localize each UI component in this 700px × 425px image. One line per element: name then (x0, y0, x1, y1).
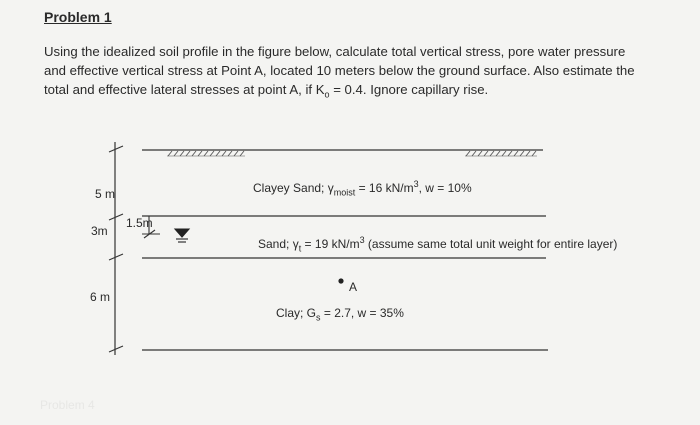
sand-label: Sand; $\gamma_t = 19$ $kN/m^3$ (assume same total unit weight for entire layer) (258, 235, 618, 254)
ground-hatch-right (465, 151, 537, 156)
dimension-6m: 6 m (90, 290, 111, 304)
water-table-icon (175, 229, 189, 242)
clayey-sand-label: Clayey Sand; $\gamma_{moist} = 16$ $kN/m^3$, w = 10% (253, 179, 472, 198)
dimension-1-5m: 1.5m (126, 216, 153, 230)
dimension-ticks (109, 146, 123, 352)
problem-heading: Problem 1 (44, 9, 112, 25)
soil-profile-figure (0, 130, 700, 370)
dimension-3m: 3m (91, 224, 108, 238)
problem-statement (44, 42, 684, 105)
statement-line-3: total and effective lateral stresses at point A, if $K_o = 0.4$. Ignore capillary rise. (44, 82, 489, 100)
point-a-marker (338, 278, 343, 283)
point-a-label: A (349, 280, 358, 294)
statement-line-1: Using the idealized soil profile in the figure below, calculate total vertical stress, pore water pressure (44, 44, 626, 59)
faded-next-problem: Problem 4 (40, 398, 95, 412)
dimension-5m: 5 m (95, 187, 116, 201)
statement-line-2: and effective vertical stress at Point A, located 10 meters below the ground surface. Also estimate the (44, 63, 635, 78)
clay-label: Clay; $G_s = 2.7$, w = 35% (276, 306, 404, 323)
ground-hatch-left (167, 151, 245, 156)
